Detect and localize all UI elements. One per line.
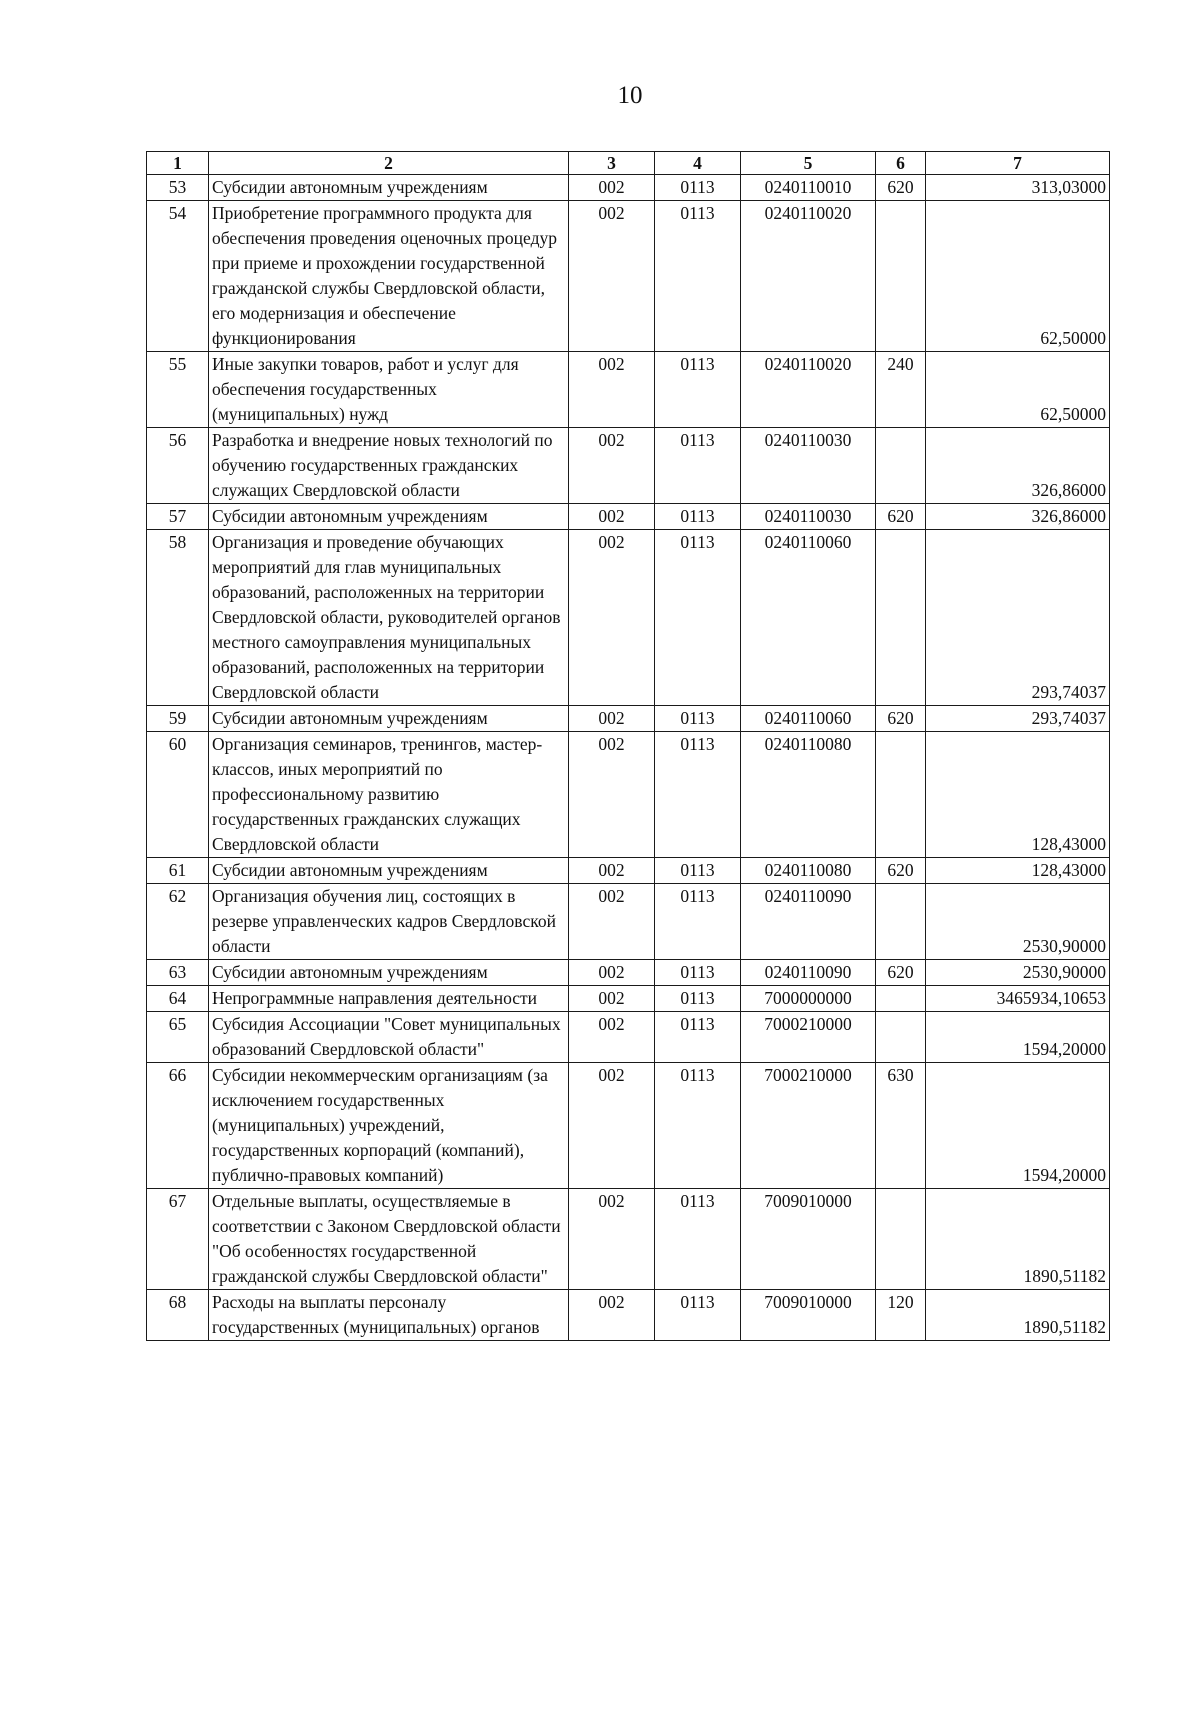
code-6-cell: 620 xyxy=(876,175,926,201)
code-5-cell: 7000210000 xyxy=(741,1063,876,1189)
table-row xyxy=(147,1189,1110,1290)
header-cell-1: 1 xyxy=(147,152,209,175)
header-cell-6: 6 xyxy=(876,152,926,175)
code-4-cell: 0113 xyxy=(655,1189,741,1290)
code-5-cell: 0240110010 xyxy=(741,175,876,201)
amount-cell: 3465934,10653 xyxy=(926,986,1110,1012)
code-4-cell: 0113 xyxy=(655,504,741,530)
header-cell-7: 7 xyxy=(926,152,1110,175)
code-3-cell: 002 xyxy=(569,201,655,352)
row-number-cell: 61 xyxy=(147,858,209,884)
item-name-cell: Отдельные выплаты, осуществляемые в соответствии с Законом Свердловской области "Об особенностях государственной гражданской службы Свердловской области" xyxy=(209,1189,569,1290)
table-row xyxy=(147,175,1110,201)
code-4-cell: 0113 xyxy=(655,732,741,858)
code-5-cell: 0240110030 xyxy=(741,504,876,530)
row-number-cell: 66 xyxy=(147,1063,209,1189)
code-3-cell: 002 xyxy=(569,175,655,201)
row-number-cell: 65 xyxy=(147,1012,209,1063)
table-row xyxy=(147,858,1110,884)
code-4-cell: 0113 xyxy=(655,352,741,428)
row-number-cell: 68 xyxy=(147,1290,209,1341)
table-body xyxy=(147,175,1110,1341)
item-name-cell: Субсидии автономным учреждениям xyxy=(209,175,569,201)
code-5-cell: 0240110020 xyxy=(741,352,876,428)
code-3-cell: 002 xyxy=(569,706,655,732)
amount-cell: 2530,90000 xyxy=(926,960,1110,986)
table-row xyxy=(147,530,1110,706)
row-number-cell: 54 xyxy=(147,201,209,352)
code-4-cell: 0113 xyxy=(655,201,741,352)
code-6-cell xyxy=(876,428,926,504)
code-3-cell: 002 xyxy=(569,884,655,960)
table-row xyxy=(147,1063,1110,1189)
code-5-cell: 0240110090 xyxy=(741,884,876,960)
code-4-cell: 0113 xyxy=(655,986,741,1012)
amount-cell: 128,43000 xyxy=(926,732,1110,858)
table-row xyxy=(147,960,1110,986)
amount-cell: 326,86000 xyxy=(926,428,1110,504)
code-6-cell xyxy=(876,732,926,858)
item-name-cell: Субсидии автономным учреждениям xyxy=(209,960,569,986)
code-6-cell xyxy=(876,530,926,706)
code-4-cell: 0113 xyxy=(655,1063,741,1189)
item-name-cell: Приобретение программного продукта для обеспечения проведения оценочных процедур при приеме и прохождении государственной гражданской службы Свердловской области, его модернизация и обеспечение функционирования xyxy=(209,201,569,352)
code-5-cell: 0240110020 xyxy=(741,201,876,352)
amount-cell: 313,03000 xyxy=(926,175,1110,201)
code-3-cell: 002 xyxy=(569,732,655,858)
row-number-cell: 67 xyxy=(147,1189,209,1290)
header-cell-5: 5 xyxy=(741,152,876,175)
code-4-cell: 0113 xyxy=(655,175,741,201)
row-number-cell: 55 xyxy=(147,352,209,428)
amount-cell: 62,50000 xyxy=(926,352,1110,428)
budget-table xyxy=(146,151,1110,1341)
code-6-cell xyxy=(876,1189,926,1290)
code-6-cell: 120 xyxy=(876,1290,926,1341)
code-3-cell: 002 xyxy=(569,1189,655,1290)
header-cell-3: 3 xyxy=(569,152,655,175)
code-4-cell: 0113 xyxy=(655,428,741,504)
code-5-cell: 7009010000 xyxy=(741,1290,876,1341)
amount-cell: 62,50000 xyxy=(926,201,1110,352)
code-5-cell: 0240110090 xyxy=(741,960,876,986)
amount-cell: 1890,51182 xyxy=(926,1189,1110,1290)
row-number-cell: 58 xyxy=(147,530,209,706)
table-row xyxy=(147,706,1110,732)
amount-cell: 1594,20000 xyxy=(926,1012,1110,1063)
code-6-cell: 620 xyxy=(876,960,926,986)
amount-cell: 1594,20000 xyxy=(926,1063,1110,1189)
code-5-cell: 7009010000 xyxy=(741,1189,876,1290)
code-6-cell: 620 xyxy=(876,706,926,732)
header-cell-4: 4 xyxy=(655,152,741,175)
amount-cell: 293,74037 xyxy=(926,706,1110,732)
code-5-cell: 0240110060 xyxy=(741,706,876,732)
item-name-cell: Непрограммные направления деятельности xyxy=(209,986,569,1012)
row-number-cell: 53 xyxy=(147,175,209,201)
amount-cell: 128,43000 xyxy=(926,858,1110,884)
table-row xyxy=(147,428,1110,504)
table-row xyxy=(147,884,1110,960)
code-5-cell: 7000210000 xyxy=(741,1012,876,1063)
code-6-cell: 620 xyxy=(876,858,926,884)
code-5-cell: 7000000000 xyxy=(741,986,876,1012)
table-row xyxy=(147,352,1110,428)
item-name-cell: Субсидии автономным учреждениям xyxy=(209,706,569,732)
row-number-cell: 63 xyxy=(147,960,209,986)
code-3-cell: 002 xyxy=(569,428,655,504)
table-row xyxy=(147,1290,1110,1341)
amount-cell: 293,74037 xyxy=(926,530,1110,706)
header-cell-2: 2 xyxy=(209,152,569,175)
item-name-cell: Субсидии некоммерческим организациям (за исключением государственных (муниципальных) учреждений, государственных корпораций (компаний), публично-правовых компаний) xyxy=(209,1063,569,1189)
code-3-cell: 002 xyxy=(569,960,655,986)
item-name-cell: Организация и проведение обучающих мероприятий для глав муниципальных образований, расположенных на территории Свердловской области, руководителей органов местного самоуправления муниципальных образований, расположенных на территории Свердловской области xyxy=(209,530,569,706)
code-3-cell: 002 xyxy=(569,530,655,706)
code-5-cell: 0240110060 xyxy=(741,530,876,706)
code-4-cell: 0113 xyxy=(655,858,741,884)
row-number-cell: 64 xyxy=(147,986,209,1012)
item-name-cell: Расходы на выплаты персоналу государственных (муниципальных) органов xyxy=(209,1290,569,1341)
code-3-cell: 002 xyxy=(569,986,655,1012)
page-number: 10 xyxy=(617,82,643,109)
code-5-cell: 0240110030 xyxy=(741,428,876,504)
table-row xyxy=(147,504,1110,530)
row-number-cell: 60 xyxy=(147,732,209,858)
code-5-cell: 0240110080 xyxy=(741,732,876,858)
table-row xyxy=(147,986,1110,1012)
item-name-cell: Субсидии автономным учреждениям xyxy=(209,858,569,884)
code-6-cell: 630 xyxy=(876,1063,926,1189)
code-3-cell: 002 xyxy=(569,858,655,884)
amount-cell: 1890,51182 xyxy=(926,1290,1110,1341)
code-6-cell xyxy=(876,201,926,352)
code-4-cell: 0113 xyxy=(655,884,741,960)
row-number-cell: 62 xyxy=(147,884,209,960)
code-4-cell: 0113 xyxy=(655,706,741,732)
item-name-cell: Субсидии автономным учреждениям xyxy=(209,504,569,530)
amount-cell: 326,86000 xyxy=(926,504,1110,530)
code-3-cell: 002 xyxy=(569,1012,655,1063)
item-name-cell: Организация семинаров, тренингов, мастер-классов, иных мероприятий по профессиональному развитию государственных гражданских служащих Свердловской области xyxy=(209,732,569,858)
amount-cell: 2530,90000 xyxy=(926,884,1110,960)
code-6-cell xyxy=(876,986,926,1012)
code-3-cell: 002 xyxy=(569,352,655,428)
code-4-cell: 0113 xyxy=(655,1012,741,1063)
code-4-cell: 0113 xyxy=(655,1290,741,1341)
row-number-cell: 57 xyxy=(147,504,209,530)
header-row xyxy=(147,152,1110,175)
row-number-cell: 56 xyxy=(147,428,209,504)
item-name-cell: Организация обучения лиц, состоящих в резерве управленческих кадров Свердловской области xyxy=(209,884,569,960)
row-number-cell: 59 xyxy=(147,706,209,732)
code-4-cell: 0113 xyxy=(655,960,741,986)
code-6-cell xyxy=(876,884,926,960)
item-name-cell: Субсидия Ассоциации "Совет муниципальных образований Свердловской области" xyxy=(209,1012,569,1063)
table-row xyxy=(147,1012,1110,1063)
code-6-cell: 620 xyxy=(876,504,926,530)
code-3-cell: 002 xyxy=(569,1290,655,1341)
code-3-cell: 002 xyxy=(569,1063,655,1189)
code-4-cell: 0113 xyxy=(655,530,741,706)
code-5-cell: 0240110080 xyxy=(741,858,876,884)
table-row xyxy=(147,732,1110,858)
code-6-cell xyxy=(876,1012,926,1063)
code-6-cell: 240 xyxy=(876,352,926,428)
item-name-cell: Разработка и внедрение новых технологий по обучению государственных гражданских служащих Свердловской области xyxy=(209,428,569,504)
code-3-cell: 002 xyxy=(569,504,655,530)
table-row xyxy=(147,201,1110,352)
item-name-cell: Иные закупки товаров, работ и услуг для обеспечения государственных (муниципальных) нужд xyxy=(209,352,569,428)
